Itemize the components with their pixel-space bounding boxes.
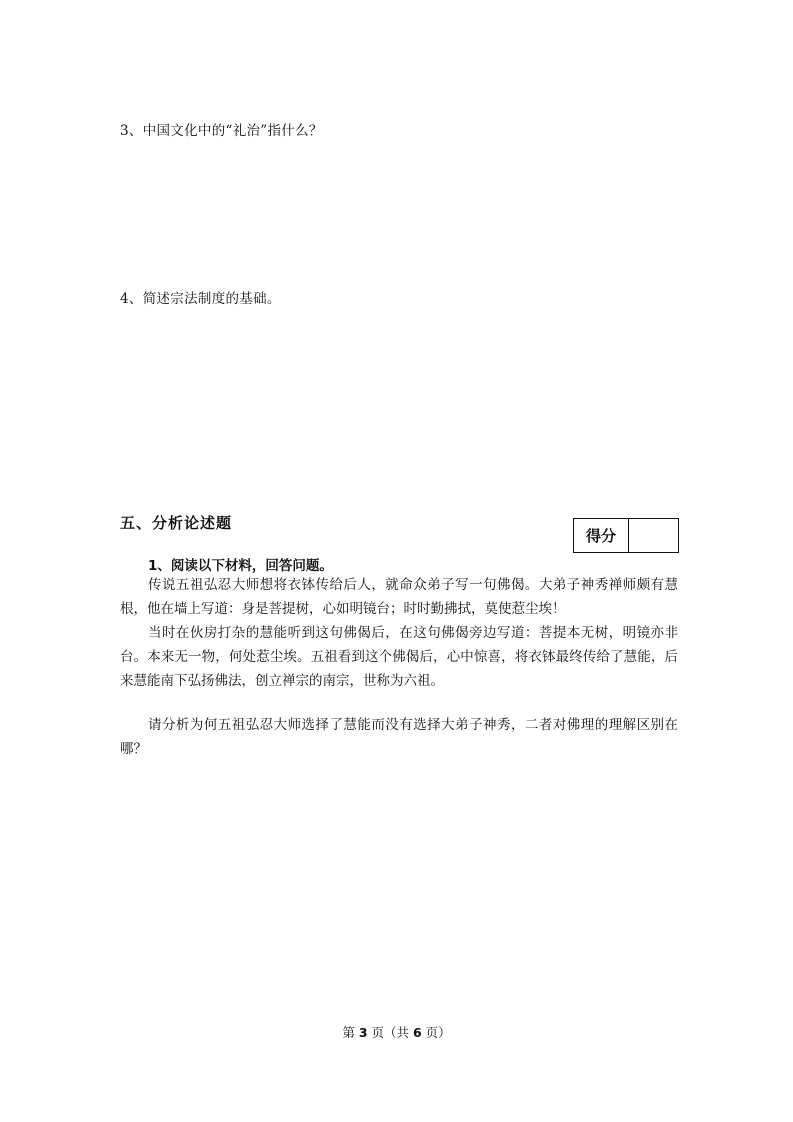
score-label: 得分: [574, 519, 629, 552]
score-box: [573, 518, 679, 553]
footer-suffix: 页）: [421, 1025, 451, 1040]
page-number: 3: [358, 1025, 368, 1040]
material-paragraph-2: 当时在伙房打杂的慧能听到这句佛偈后，在这句佛偈旁边写道：菩提本无树，明镜亦非台。本来无一物，何处惹尘埃。五祖看到这个佛偈后，心中惊喜，将衣钵最终传给了慧能，后来慧能南下弘扬佛法，创立禅宗的南宗，世称为六祖。: [120, 625, 678, 689]
question-3: 3、中国文化中的“礼治”指什么？: [120, 123, 323, 139]
material-paragraph-1: 传说五祖弘忍大师想将衣钵传给后人，就命众弟子写一句佛偈。大弟子神秀禅师颇有慧根，他在墙上写道：身是菩提树，心如明镜台；时时勤拂拭，莫使惹尘埃！: [120, 577, 678, 617]
page-total: 6: [412, 1025, 422, 1040]
page-footer: [0, 1023, 793, 1041]
footer-middle: 页（共: [367, 1025, 413, 1040]
footer-prefix: 第: [342, 1025, 359, 1040]
question-prompt: 请分析为何五祖弘忍大师选择了慧能而没有选择大弟子神秀，二者对佛理的理解区别在哪？: [120, 717, 678, 757]
question-4: 4、简述宗法制度的基础。: [120, 291, 281, 307]
sub-question-title: 1、阅读以下材料，回答问题。: [148, 558, 333, 574]
score-input-cell[interactable]: [629, 519, 678, 552]
section-title: 五、分析论述题: [120, 514, 233, 532]
